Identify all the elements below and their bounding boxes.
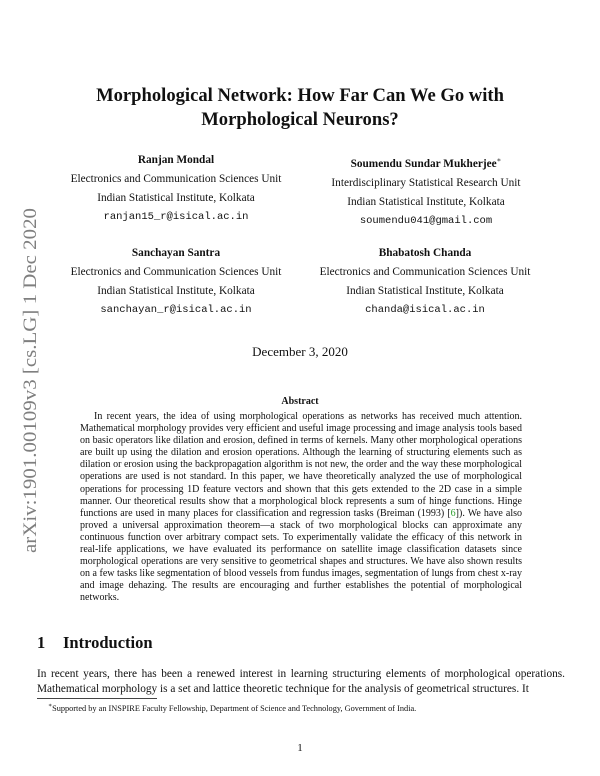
abstract-heading: Abstract <box>281 396 319 407</box>
author-name: Bhabatosh Chanda <box>378 247 472 259</box>
footnote-text: Supported by an INSPIRE Faculty Fellowship, Department of Science and Technology, Government of India. <box>52 703 417 713</box>
paper-title-line-1: Morphological Network: How Far Can We Go with <box>96 85 504 106</box>
author-name: Sanchayan Santra <box>131 247 221 259</box>
author-dept: Electronics and Communication Sciences Unit <box>70 266 282 278</box>
author-email[interactable]: chanda@isical.ac.in <box>365 304 485 316</box>
page-number: 1 <box>297 742 303 754</box>
intro-paragraph: In recent years, there has been a renewed interest in learning structuring elements of morphological operations. Mathematical morphology is a set and lattice theoretic technique for the analysis of geometrical structures. It <box>37 668 565 695</box>
author-inst: Indian Statistical Institute, Kolkata <box>97 192 255 204</box>
author-name: Ranjan Mondal <box>137 154 215 166</box>
footnote <box>48 701 416 714</box>
section-title: Introduction <box>63 633 153 652</box>
author-email[interactable]: ranjan15_r@isical.ac.in <box>103 211 249 223</box>
footnote-mark: ∗ <box>48 703 53 709</box>
author-email[interactable]: sanchayan_r@isical.ac.in <box>100 304 252 316</box>
author-footnote-mark[interactable]: ∗ <box>496 156 502 164</box>
author-block-4 <box>304 244 546 320</box>
author-dept: Electronics and Communication Sciences Unit <box>70 173 282 185</box>
section-heading <box>37 633 153 653</box>
author-name-line <box>310 151 542 174</box>
author-email[interactable]: soumendu041@gmail.com <box>359 214 493 227</box>
abstract-text-2: ]). We have also proved a universal approximation theorem—a stack of two morphological blocks can approximate any continuous function over arbitrary compact sets. To experimentally validate the efficacy of this network in real-life applications, we have evaluated its performance on satellite image classification datasets since morphological operations are very sensitive to geometrical shapes and structures. We have also shown results on a few tasks like segmentation of blood vessels from fundus images, segmentation of lungs from chest x-ray and image dehazing. The results are encouraging and further establishes the potential of morphological networks. <box>80 507 522 604</box>
author-name: Soumendu Sundar Mukherjee <box>350 157 497 170</box>
arxiv-stamp <box>20 208 42 553</box>
arxiv-stamp-text: arXiv:1901.00109v3 [cs.LG] 1 Dec 2020 <box>20 239 41 553</box>
author-dept: Electronics and Communication Sciences Unit <box>319 266 531 278</box>
section-number: 1 <box>37 633 46 652</box>
author-inst: Indian Statistical Institute, Kolkata <box>346 285 504 297</box>
paper-title <box>0 84 600 132</box>
author-inst: Indian Statistical Institute, Kolkata <box>347 195 505 208</box>
abstract-body <box>80 411 522 605</box>
footnote-rule <box>37 698 157 699</box>
author-block-2 <box>310 151 542 231</box>
citation-link[interactable]: 6 <box>450 507 456 519</box>
paper-title-line-2: Morphological Neurons? <box>201 109 399 130</box>
paper-date: December 3, 2020 <box>252 344 348 359</box>
abstract-text-1: In recent years, the idea of using morphological operations as networks has received much attention. Mathematical morphology provides very efficient and useful image processing and image analysis tools based on basic operators like dilation and erosion, defined in terms of kernels. Many other morphological operations are built up using the dilation and erosion operations. Although the learning of structuring elements such as dilation or erosion using the backpropagation algorithm is not new, the order and the way these morphological operations are used is not standard. In this paper, we have theoretically analyzed the use of morphological operations for processing 1D feature vectors and shown that this gets extended to the 2D case in a simple manner. Our theoretical results show that a morphological block represents a sum of hinge functions. Hinge functions are used in many places for classification and regression tasks (Breiman (1993) [ <box>80 411 522 519</box>
author-block-3 <box>55 244 297 320</box>
author-block-1 <box>66 151 286 227</box>
author-inst: Indian Statistical Institute, Kolkata <box>97 285 255 297</box>
author-dept: Interdisciplinary Statistical Research Unit <box>331 176 521 189</box>
